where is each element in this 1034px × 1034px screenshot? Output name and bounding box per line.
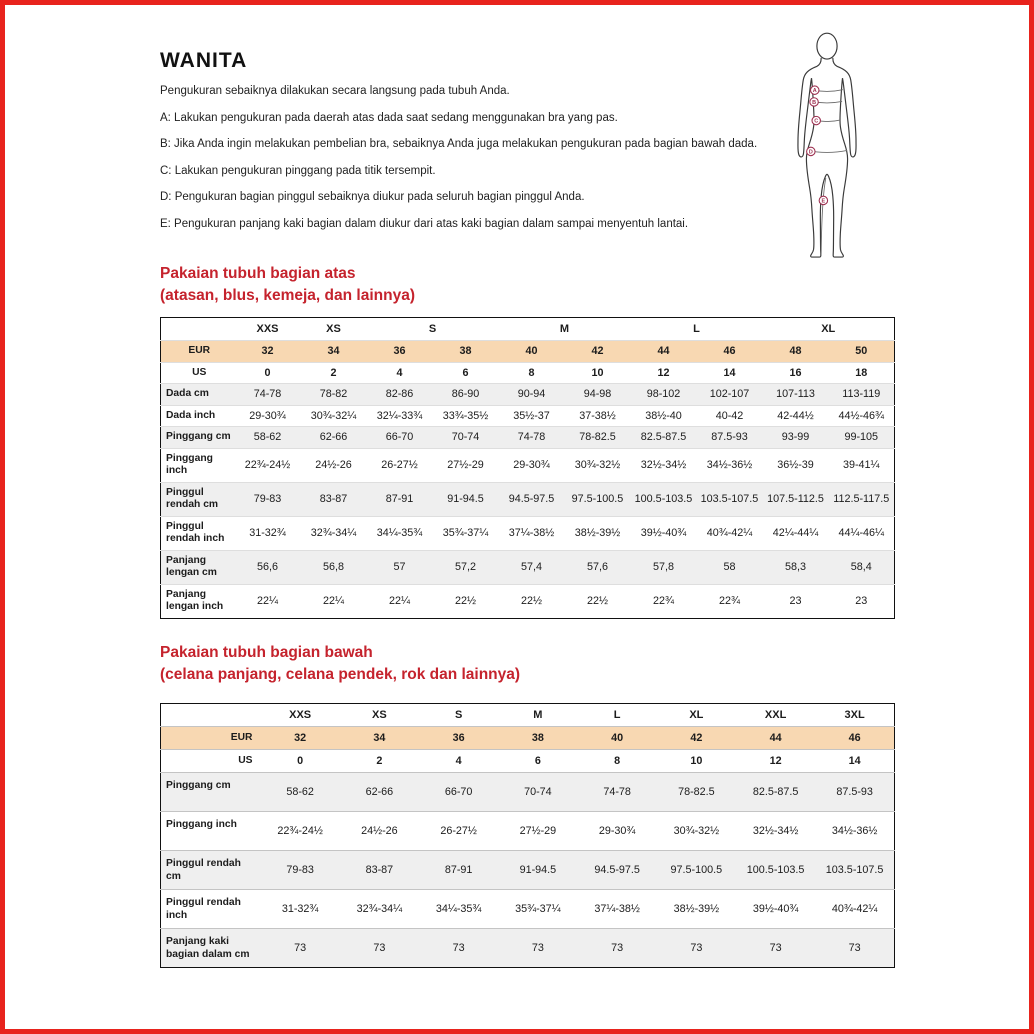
upper-body-size-table	[160, 317, 895, 619]
size-group-label: XXL	[764, 709, 787, 721]
size-value-cell: 18	[855, 366, 868, 379]
size-group-label: M	[559, 323, 570, 335]
size-value-cell: 22½	[520, 595, 542, 607]
size-value-cell: 27½-29	[519, 825, 557, 837]
size-value-cell: 22½	[586, 595, 608, 607]
upper-heading-line1: Pakaian tubuh bagian atas	[160, 265, 356, 282]
size-value-cell: 74-78	[253, 388, 282, 401]
body-outline	[798, 33, 856, 257]
size-value-cell: 86-90	[451, 388, 480, 401]
size-value-cell: 34	[373, 732, 386, 744]
size-value-cell: 93-99	[781, 431, 810, 444]
size-value-cell: 29-30¾	[249, 409, 286, 422]
size-value-cell: 66-70	[385, 431, 414, 444]
size-value-cell: 78-82.5	[678, 786, 715, 798]
size-value-cell: 44	[657, 345, 670, 358]
size-value-cell: 22¾	[652, 595, 674, 607]
size-value-cell: 34½-36½	[706, 459, 753, 471]
size-value-cell: 12	[657, 366, 670, 379]
size-value-cell: 6	[462, 366, 469, 379]
upper-body-section-heading	[160, 263, 415, 306]
row-label: US	[192, 366, 207, 378]
row-label: Pinggang cm	[166, 780, 231, 791]
size-value-cell: 38½-39½	[574, 527, 621, 539]
instruction-c: C: Lakukan pengukuran pinggang pada titik tersempit.	[160, 164, 436, 177]
row-label: Pinggang inch	[166, 819, 237, 830]
size-value-cell: 22¼	[256, 595, 278, 607]
size-group-label: L	[613, 709, 621, 721]
size-value-cell: 57,8	[652, 561, 674, 573]
lower-body-size-table	[160, 703, 895, 968]
size-value-cell: 40-42	[715, 409, 744, 422]
size-value-cell: 70-74	[451, 431, 480, 444]
lower-heading-line2: (celana panjang, celana pendek, rok dan lainnya)	[160, 665, 521, 683]
size-value-cell: 57	[393, 561, 406, 573]
size-group-header-row	[161, 704, 895, 727]
size-value-cell: 35¾-37¼	[442, 527, 489, 539]
size-value-cell: 42-44½	[777, 409, 814, 422]
size-value-cell: 46	[723, 345, 736, 358]
size-value-cell: 66-70	[444, 786, 473, 798]
size-value-cell: 73	[294, 942, 307, 954]
size-value-cell: 16	[789, 366, 802, 379]
instruction-d: D: Pengukuran bagian pinggul sebaiknya diukur pada seluruh bagian pinggul Anda.	[160, 191, 585, 203]
size-value-cell: 46	[848, 732, 861, 744]
size-value-cell: 62-66	[365, 786, 394, 798]
table-row	[161, 427, 895, 449]
size-value-cell: 113-119	[842, 388, 881, 401]
size-value-cell: 32¾-34¼	[356, 903, 403, 915]
size-value-cell: 38	[459, 345, 472, 358]
size-value-cell: 73	[769, 942, 782, 954]
size-value-cell: 23	[789, 595, 802, 607]
row-label: Pinggul rendah cm	[166, 486, 219, 510]
size-value-cell: 42	[690, 732, 703, 744]
lower-body-size-table-wrap	[160, 703, 895, 968]
size-value-cell: 29-30¾	[513, 459, 550, 471]
upper-body-size-table-wrap	[160, 317, 895, 619]
size-value-cell: 2	[330, 366, 337, 379]
size-value-cell: 38½-39½	[673, 903, 720, 915]
size-value-cell: 73	[611, 942, 624, 954]
size-value-cell: 33¾-35½	[442, 409, 489, 422]
size-value-cell: 30¾-32½	[673, 825, 720, 837]
size-value-cell: 0	[264, 366, 271, 379]
table-row	[161, 773, 895, 812]
size-value-cell: 29-30¾	[598, 825, 636, 837]
marker-e-label: E	[821, 198, 826, 205]
row-label: Dada inch	[166, 409, 216, 421]
size-value-cell: 34	[327, 345, 340, 358]
size-value-cell: 79-83	[286, 864, 314, 876]
size-value-cell: 39½-40¾	[640, 527, 687, 539]
size-value-cell: 58-62	[286, 786, 314, 798]
size-value-cell: 10	[591, 366, 604, 379]
table-row	[161, 516, 895, 550]
size-value-cell: 22¾-24½	[244, 459, 291, 471]
table-row	[161, 812, 895, 851]
size-value-cell: 82.5-87.5	[640, 431, 687, 444]
size-value-cell: 26-27½	[440, 825, 477, 837]
size-value-cell: 112.5-117.5	[833, 493, 890, 505]
size-value-cell: 35½-37	[513, 409, 550, 422]
table-row	[161, 890, 895, 929]
size-value-cell: 79-83	[253, 493, 282, 505]
size-value-cell: 32¾-34¼	[310, 527, 357, 539]
instruction-a: A: Lakukan pengukuran pada daerah atas dada saat sedang menggunakan bra yang pas.	[160, 111, 618, 124]
size-value-cell: 98-102	[646, 388, 681, 401]
size-value-cell: 22¼	[388, 595, 410, 607]
measurement-instructions	[160, 83, 840, 242]
size-value-cell: 78-82.5	[579, 431, 616, 444]
size-value-cell: 39-41¼	[842, 459, 880, 471]
size-value-cell: 87-91	[385, 493, 414, 505]
size-group-label: XL	[821, 323, 836, 335]
size-value-cell: 83-87	[319, 493, 348, 505]
marker-d-label: D	[808, 149, 813, 156]
size-value-cell: 91-94.5	[447, 493, 484, 505]
size-value-cell: 57,6	[586, 561, 608, 573]
table-row	[161, 929, 895, 968]
size-value-cell: 37¼-38½	[594, 903, 640, 915]
size-value-cell: 100.5-103.5	[746, 864, 805, 876]
size-value-cell: 90-94	[517, 388, 546, 401]
size-value-cell: 37¼-38½	[508, 527, 555, 539]
size-group-label: M	[533, 709, 543, 721]
size-value-cell: 87-91	[444, 864, 473, 876]
size-value-cell: 2	[376, 755, 383, 767]
size-value-cell: 6	[534, 755, 541, 767]
size-value-cell: 87.5-93	[711, 431, 748, 444]
size-value-cell: 40¾-42¼	[706, 527, 753, 539]
size-group-label: 3XL	[844, 709, 865, 721]
row-label: Panjang kaki bagian dalam cm	[166, 936, 250, 960]
marker-c-label: C	[814, 118, 819, 125]
size-value-cell: 8	[614, 755, 621, 767]
size-value-cell: 24½-26	[315, 459, 352, 471]
size-value-cell: 34¼-35¾	[435, 903, 482, 915]
lower-body-section-heading	[160, 642, 520, 685]
size-value-cell: 73	[373, 942, 386, 954]
size-value-cell: 58,4	[850, 561, 872, 573]
size-value-cell: 62-66	[319, 431, 348, 444]
table-row	[161, 482, 895, 516]
size-value-cell: 107.5-112.5	[767, 493, 824, 505]
size-value-cell: 30¾-32½	[574, 459, 621, 471]
size-value-cell: 58-62	[253, 431, 282, 444]
row-label: Pinggul rendah cm	[166, 858, 241, 882]
intro-text: Pengukuran sebaiknya dilakukan secara langsung pada tubuh Anda.	[160, 85, 510, 97]
size-group-label: XS	[372, 709, 387, 721]
size-group-label: XL	[689, 709, 704, 721]
size-value-cell: 14	[848, 755, 861, 767]
size-value-cell: 74-78	[517, 431, 546, 444]
corner-cell	[161, 318, 235, 341]
page-title: WANITA	[160, 49, 248, 72]
row-label: Panjang lengan inch	[166, 588, 224, 612]
size-value-cell: 22¾	[718, 595, 740, 607]
size-value-cell: 27½-29	[447, 459, 484, 471]
size-value-cell: 94.5-97.5	[508, 493, 555, 505]
size-group-label: XXS	[289, 709, 312, 721]
size-value-cell: 4	[455, 755, 462, 767]
size-group-label: XXS	[256, 323, 279, 335]
size-value-cell: 26-27½	[381, 459, 418, 471]
size-value-cell: 78-82	[319, 388, 348, 401]
size-value-cell: 22¾-24½	[277, 825, 323, 837]
size-value-cell: 30¾-32¼	[310, 409, 357, 422]
size-value-cell: 87.5-93	[836, 786, 873, 798]
size-value-cell: 94-98	[583, 388, 612, 401]
size-value-cell: 83-87	[365, 864, 394, 876]
size-value-cell: 35¾-37¼	[515, 903, 561, 915]
row-label: Dada cm	[166, 388, 209, 399]
size-value-cell: 37-38½	[579, 409, 616, 422]
size-value-cell: 74-78	[603, 786, 631, 798]
size-value-cell: 36	[452, 732, 465, 744]
size-value-cell: 31-32¾	[249, 527, 286, 539]
size-value-cell: 97.5-100.5	[571, 493, 624, 505]
instruction-b: B: Jika Anda ingin melakukan pembelian bra, sebaiknya Anda juga melakukan pengukuran pada bagian bawah dada.	[160, 138, 758, 150]
size-value-cell: 57,2	[454, 561, 476, 573]
size-value-cell: 22½	[454, 595, 476, 607]
size-value-cell: 14	[723, 366, 736, 379]
size-value-cell: 70-74	[524, 786, 552, 798]
size-value-cell: 24½-26	[361, 825, 398, 837]
size-value-cell: 94.5-97.5	[594, 864, 640, 876]
size-value-cell: 22¼	[322, 595, 344, 607]
size-value-cell: 82-86	[385, 388, 414, 401]
row-label: Pinggang inch	[166, 452, 213, 476]
corner-cell	[161, 704, 261, 727]
size-value-cell: 91-94.5	[519, 864, 557, 876]
size-value-cell: 38	[531, 732, 544, 744]
table-row	[161, 405, 895, 427]
size-value-cell: 34¼-35¾	[376, 527, 423, 539]
size-value-cell: 103.5-107.5	[700, 493, 759, 505]
row-label: Panjang lengan cm	[166, 554, 217, 578]
size-value-cell: 58	[723, 561, 736, 573]
row-label: EUR	[188, 345, 211, 356]
size-group-label: S	[428, 323, 437, 335]
body-measurement-figure	[778, 30, 876, 272]
table-row	[161, 384, 895, 406]
size-value-cell: 40	[525, 345, 538, 358]
size-value-cell: 50	[855, 345, 868, 358]
size-group-label: S	[454, 709, 463, 721]
size-value-cell: 34½-36½	[831, 825, 878, 837]
size-value-cell: 44½-46¾	[838, 409, 885, 422]
size-value-cell: 73	[531, 942, 544, 954]
size-value-cell: 73	[690, 942, 703, 954]
table-row	[161, 584, 895, 618]
row-label: EUR	[230, 731, 253, 743]
row-label: Pinggul rendah inch	[166, 520, 225, 544]
size-value-cell: 31-32¾	[281, 903, 319, 915]
size-value-cell: 48	[789, 345, 802, 358]
size-value-cell: 40¾-42¼	[831, 903, 878, 915]
size-value-cell: 10	[690, 755, 703, 767]
size-value-cell: 73	[452, 942, 465, 954]
size-value-cell: 36½-39	[777, 459, 814, 471]
size-value-cell: 103.5-107.5	[825, 864, 884, 876]
size-value-cell: 32	[294, 732, 307, 744]
table-row	[161, 341, 895, 363]
size-value-cell: 0	[297, 755, 304, 767]
size-value-cell: 82.5-87.5	[752, 786, 799, 798]
size-value-cell: 39½-40¾	[752, 903, 799, 915]
size-value-cell: 73	[848, 942, 861, 954]
row-label: Pinggang cm	[166, 431, 231, 442]
size-value-cell: 32½-34½	[752, 825, 799, 837]
size-group-label: XS	[326, 323, 341, 335]
size-value-cell: 23	[855, 595, 868, 607]
size-group-label: L	[693, 323, 700, 335]
table-row	[161, 851, 895, 890]
size-value-cell: 32	[261, 345, 274, 358]
size-value-cell: 58,3	[784, 561, 806, 573]
table-row	[161, 750, 895, 773]
size-value-cell: 44¼-46¼	[838, 527, 885, 539]
table-row	[161, 362, 895, 384]
size-value-cell: 107-113	[776, 388, 815, 401]
size-value-cell: 56,6	[256, 561, 278, 573]
size-value-cell: 57,4	[520, 561, 542, 573]
upper-heading-line2: (atasan, blus, kemeja, dan lainnya)	[160, 286, 415, 304]
size-value-cell: 4	[396, 366, 403, 379]
size-value-cell: 56,8	[322, 561, 344, 573]
size-value-cell: 99-105	[844, 431, 879, 444]
marker-b-label: B	[812, 100, 817, 107]
size-value-cell: 12	[769, 755, 782, 767]
size-value-cell: 42	[591, 345, 604, 358]
table-row	[161, 550, 895, 584]
size-value-cell: 32½-34½	[640, 459, 687, 471]
marker-a-label: A	[812, 88, 817, 95]
female-silhouette-illustration	[778, 30, 876, 267]
row-label: Pinggul rendah inch	[166, 897, 241, 921]
instruction-e: E: Pengukuran panjang kaki bagian dalam diukur dari atas kaki bagian dalam sampai menyentuh lantai.	[160, 217, 689, 230]
size-value-cell: 38½-40	[645, 409, 682, 422]
size-value-cell: 40	[611, 732, 624, 744]
size-value-cell: 102-107	[709, 388, 750, 401]
size-value-cell: 8	[528, 366, 535, 379]
table-row	[161, 448, 895, 482]
size-group-header-row	[161, 318, 895, 341]
size-value-cell: 100.5-103.5	[634, 493, 693, 505]
row-label: US	[238, 754, 253, 766]
size-value-cell: 42¼-44¼	[772, 527, 819, 539]
size-value-cell: 36	[393, 345, 406, 358]
lower-heading-line1: Pakaian tubuh bagian bawah	[160, 644, 373, 661]
size-value-cell: 32¼-33¾	[376, 409, 423, 422]
table-row	[161, 727, 895, 750]
size-value-cell: 44	[769, 732, 782, 744]
size-value-cell: 97.5-100.5	[670, 864, 723, 876]
